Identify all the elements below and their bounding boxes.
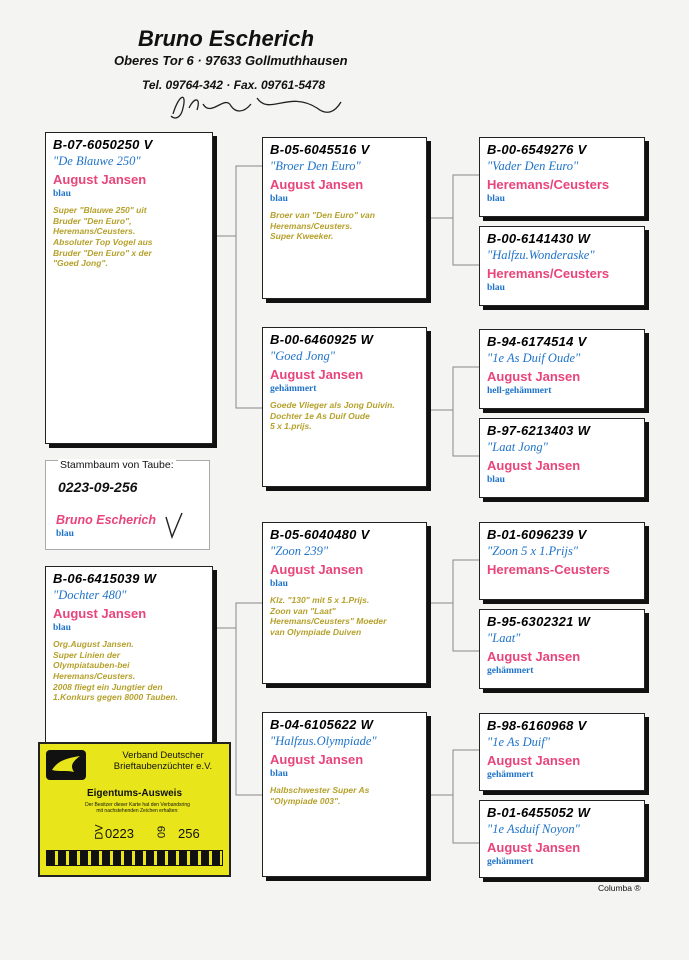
breeder-name: August Jansen: [487, 458, 581, 473]
pigeon-name: "Laat": [487, 631, 521, 645]
pigeon-card-gen2-2: [262, 327, 427, 487]
breeder-name: Heremans/Ceusters: [487, 177, 610, 192]
pigeon-color: blau: [53, 623, 71, 633]
badge-organization: Verband Deutscher Brieftaubenzüchter e.V.: [113, 750, 213, 773]
pigeon-color: gehämmert: [487, 857, 534, 867]
ownership-badge: [38, 742, 231, 877]
breeder-name: Heremans-Ceusters: [487, 562, 610, 577]
pigeon-name: "Dochter 480": [53, 588, 127, 602]
breeder-name: Heremans/Ceusters: [487, 266, 610, 281]
ring-number: B-00-6460925 W: [270, 332, 374, 347]
ring-number: B-05-6045516 V: [270, 142, 370, 157]
pigeon-logo-icon: [46, 750, 86, 780]
pigeon-card-gen3-1: [479, 137, 645, 217]
pigeon-color: gehämmert: [270, 384, 317, 394]
pigeon-card-gen2-1: [262, 137, 427, 299]
pigeon-name: "Zoon 5 x 1.Prijs": [487, 544, 579, 558]
footer-brand: Columba ®: [598, 883, 641, 893]
ring-number: B-06-6415039 W: [53, 571, 157, 586]
pigeon-color: gehämmert: [487, 666, 534, 676]
breeder-name: August Jansen: [487, 649, 581, 664]
subject-pigeon-box: [45, 460, 210, 550]
pigeon-card-gen3-2: [479, 226, 645, 306]
pigeon-description: Broer van "Den Euro" van Heremans/Ceusters. Super Kweeker.: [270, 210, 375, 242]
pigeon-description: Org.August Jansen. Super Linien der Olympiatauben-bei Heremans/Ceusters. 2008 fliegt ein Jungtier den 1.Konkurs gegen 8000 Tauben.: [53, 639, 178, 703]
breeder-name: August Jansen: [487, 369, 581, 384]
pigeon-color: blau: [53, 189, 71, 199]
pigeon-name: "1e As Duif": [487, 735, 551, 749]
pigeon-card-sire: [45, 132, 213, 444]
pigeon-name: "1e As Duif Oude": [487, 351, 581, 365]
pigeon-card-gen3-5: [479, 522, 645, 600]
pigeon-name: "Broer Den Euro": [270, 159, 361, 173]
subject-title: Stammbaum von Taube:: [60, 459, 174, 471]
ring-number: B-01-6096239 V: [487, 527, 587, 542]
breeder-name: August Jansen: [270, 752, 364, 767]
badge-title: Eigentums-Ausweis: [86, 788, 183, 799]
badge-code: DV: [93, 824, 106, 840]
ring-number: B-00-6141430 W: [487, 231, 591, 246]
pigeon-name: "Halfzus.Olympiade": [270, 734, 377, 748]
breeder-name: August Jansen: [270, 177, 364, 192]
badge-year: 09: [156, 825, 169, 839]
ring-number: B-05-6040480 V: [270, 527, 370, 542]
pigeon-description: Super "Blauwe 250" uit Bruder "Den Euro", Heremans/Ceusters. Absoluter Top Vogel aus Bruder "Den Euro" x der "Goed Jong".: [53, 205, 153, 269]
pigeon-name: "Goed Jong": [270, 349, 335, 363]
checkmark-icon: [164, 511, 186, 541]
pigeon-color: gehämmert: [487, 770, 534, 780]
pigeon-name: "Halfzu.Wonderaske": [487, 248, 595, 262]
pigeon-description: Goede Vlieger als Jong Duivin. Dochter 1e As Duif Oude 5 x 1.prijs.: [270, 400, 395, 432]
badge-note: Der Besitzer dieser Karte hat den Verbandsring mit nachstehenden Zeichen erhalten:: [85, 802, 190, 814]
breeder-name: August Jansen: [53, 606, 147, 621]
pigeon-color: blau: [270, 579, 288, 589]
ring-number: B-01-6455052 W: [487, 805, 591, 820]
pigeon-color: hell-gehämmert: [487, 386, 552, 396]
ring-number: B-04-6105622 W: [270, 717, 374, 732]
pigeon-name: "Zoon 239": [270, 544, 329, 558]
pigeon-card-gen3-6: [479, 609, 645, 689]
pigeon-description: Klz. "130" mit 5 x 1.Prijs. Zoon van "Laat" Heremans/Ceusters" Moeder van Olympiade Duiven: [270, 595, 387, 637]
pigeon-color: blau: [270, 769, 288, 779]
pigeon-description: Halbschwester Super As "Olympiade 003".: [270, 785, 370, 806]
owner-phone: Tel. 09764-342 · Fax. 09761-5478: [142, 78, 326, 92]
ring-number: B-97-6213403 W: [487, 423, 591, 438]
pigeon-card-gen3-8: [479, 800, 645, 878]
breeder-name: August Jansen: [487, 840, 581, 855]
pigeon-card-gen2-4: [262, 712, 427, 877]
security-strip: [46, 850, 223, 866]
pigeon-color: blau: [487, 194, 505, 204]
breeder-name: August Jansen: [270, 562, 364, 577]
pigeon-card-gen3-3: [479, 329, 645, 409]
ring-number: B-95-6302321 W: [487, 614, 591, 629]
owner-name: Bruno Escherich: [138, 26, 315, 51]
breeder-name: August Jansen: [487, 753, 581, 768]
pigeon-name: "De Blauwe 250": [53, 154, 141, 168]
pigeon-name: "Laat Jong": [487, 440, 548, 454]
pigeon-name: "1e Asduif Noyon": [487, 822, 580, 836]
pigeon-color: blau: [270, 194, 288, 204]
pigeon-card-gen3-7: [479, 713, 645, 791]
badge-number: 0223: [105, 826, 134, 841]
pigeon-card-gen3-4: [479, 418, 645, 498]
pigeon-name: "Vader Den Euro": [487, 159, 579, 173]
ring-number: B-94-6174514 V: [487, 334, 587, 349]
pigeon-color: blau: [487, 283, 505, 293]
subject-ring: 0223-09-256: [58, 479, 138, 495]
subject-color: blau: [56, 529, 74, 539]
pigeon-card-gen2-3: [262, 522, 427, 684]
ring-number: B-98-6160968 V: [487, 718, 587, 733]
badge-id: 256: [178, 826, 200, 841]
breeder-name: August Jansen: [53, 172, 147, 187]
pigeon-color: blau: [487, 475, 505, 485]
ring-number: B-07-6050250 V: [53, 137, 153, 152]
breeder-name: August Jansen: [270, 367, 364, 382]
ring-number: B-00-6549276 V: [487, 142, 587, 157]
owner-address: Oberes Tor 6 · 97633 Gollmuthhausen: [114, 53, 348, 68]
subject-owner: Bruno Escherich: [56, 513, 157, 527]
